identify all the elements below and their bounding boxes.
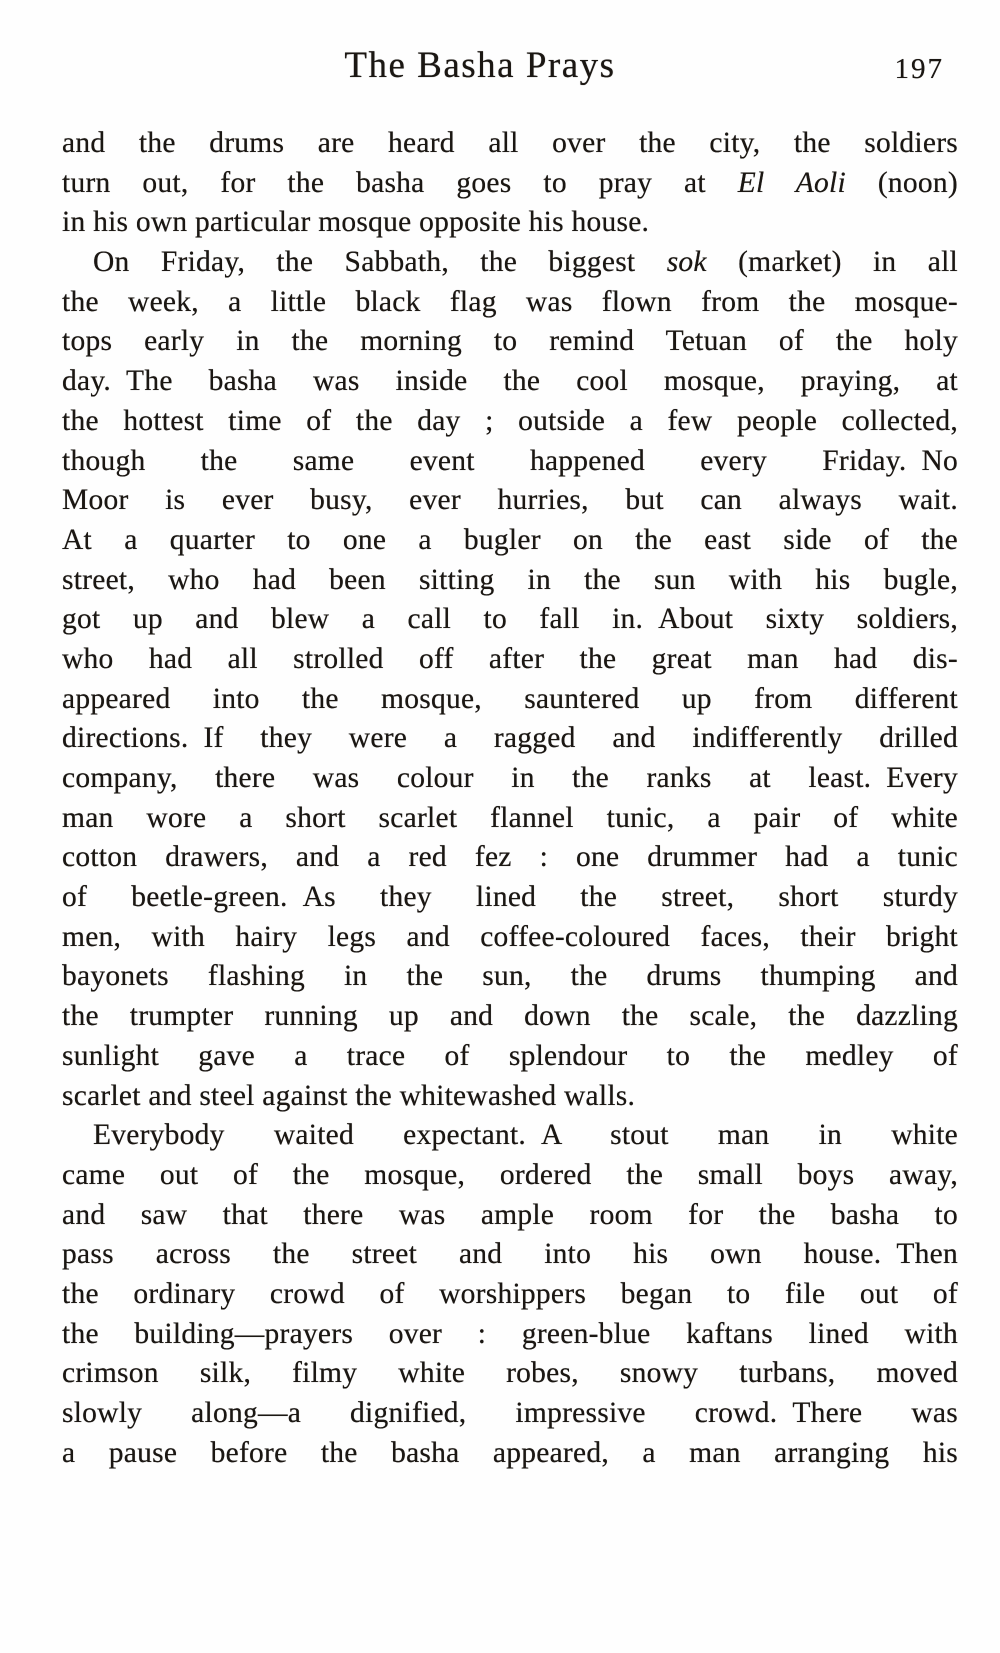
chapter-title: The Basha Prays bbox=[344, 45, 616, 86]
running-header bbox=[62, 44, 958, 92]
text-line bbox=[62, 997, 958, 1037]
text-run: scarlet and steel against the whitewashed walls. bbox=[62, 1079, 636, 1112]
text-run: got up and blew a call to fall in. About sixty soldiers, bbox=[62, 603, 958, 636]
text-run: On Friday, the Sabbath, the biggest bbox=[93, 246, 667, 279]
text-line bbox=[62, 402, 958, 442]
text-line bbox=[62, 759, 958, 799]
text-run: the trumpter running up and down the scale, the dazzling bbox=[62, 1000, 958, 1033]
text-run: and the drums are heard all over the city, the soldiers bbox=[62, 127, 958, 159]
text-line bbox=[62, 243, 958, 283]
text-run: the ordinary crowd of worshippers began to file out of bbox=[62, 1277, 958, 1310]
text-run: tops early in the morning to remind Tetuan of the holy bbox=[62, 325, 958, 358]
text-run: men, with hairy legs and coffee-coloured faces, their bright bbox=[62, 920, 958, 953]
text-line bbox=[62, 481, 958, 521]
text-run: (noon) bbox=[845, 166, 958, 199]
text-run: Everybody waited expectant. A stout man in white bbox=[93, 1119, 958, 1152]
text-run: the week, a little black flag was flown from the mosque- bbox=[62, 285, 958, 318]
text-run: sunlight gave a trace of splendour to the medley of bbox=[62, 1039, 958, 1072]
text-run: slowly along—a dignified, impressive crowd. There was bbox=[62, 1397, 958, 1429]
page-body bbox=[62, 124, 958, 1473]
text-line bbox=[62, 1315, 958, 1355]
text-line bbox=[62, 322, 958, 362]
italic-text-run: sok bbox=[666, 246, 707, 279]
text-line bbox=[62, 600, 958, 640]
text-run: street, who had been sitting in the sun with his bugle, bbox=[62, 563, 958, 596]
text-line bbox=[62, 1235, 958, 1275]
text-line bbox=[62, 719, 958, 759]
text-run: directions. If they were a ragged and indifferently drilled bbox=[62, 722, 958, 755]
text-line bbox=[62, 1156, 958, 1196]
text-run: the hottest time of the day ; outside a few people collected, bbox=[62, 404, 958, 437]
text-run: of beetle-green. As they lined the street, short sturdy bbox=[62, 881, 958, 914]
text-line bbox=[62, 561, 958, 601]
text-run: a pause before the basha appeared, a man arranging his bbox=[62, 1436, 958, 1469]
text-line bbox=[62, 640, 958, 680]
text-line bbox=[62, 521, 958, 561]
italic-text-run: El Aoli bbox=[737, 166, 846, 199]
page-number: 197 bbox=[894, 53, 944, 85]
text-line bbox=[62, 442, 958, 482]
text-run: appeared into the mosque, sauntered up from different bbox=[62, 682, 958, 715]
text-line bbox=[62, 1354, 958, 1394]
text-run: and saw that there was ample room for the basha to bbox=[62, 1198, 958, 1231]
text-line bbox=[62, 1394, 958, 1434]
text-line bbox=[62, 918, 958, 958]
text-run: (market) in all bbox=[706, 246, 958, 279]
text-line bbox=[62, 1116, 958, 1156]
text-run: man wore a short scarlet flannel tunic, a pair of white bbox=[62, 801, 958, 834]
text-line bbox=[62, 124, 958, 164]
text-run: in his own particular mosque opposite his house. bbox=[62, 206, 650, 239]
text-line bbox=[62, 957, 958, 997]
text-run: turn out, for the basha goes to pray at bbox=[62, 166, 738, 199]
text-line bbox=[62, 878, 958, 918]
text-run: crimson silk, filmy white robes, snowy turbans, moved bbox=[62, 1357, 958, 1390]
text-run: At a quarter to one a bugler on the east side of the bbox=[62, 523, 958, 556]
text-line bbox=[62, 838, 958, 878]
text-run: the building—prayers over : green-blue kaftans lined with bbox=[62, 1317, 958, 1350]
text-run: came out of the mosque, ordered the small boys away, bbox=[62, 1158, 958, 1191]
text-run: bayonets flashing in the sun, the drums thumping and bbox=[62, 960, 958, 993]
text-run: company, there was colour in the ranks at least. Every bbox=[62, 762, 958, 794]
text-line bbox=[62, 680, 958, 720]
text-line bbox=[62, 1434, 958, 1474]
text-line bbox=[62, 203, 958, 243]
text-line bbox=[62, 1275, 958, 1315]
text-line bbox=[62, 1077, 958, 1117]
text-line bbox=[62, 1196, 958, 1236]
text-run: cotton drawers, and a red fez : one drummer had a tunic bbox=[62, 841, 958, 874]
text-line bbox=[62, 799, 958, 839]
text-line bbox=[62, 164, 958, 204]
text-line bbox=[62, 283, 958, 323]
text-run: Moor is ever busy, ever hurries, but can always wait. bbox=[62, 484, 958, 517]
text-run: though the same event happened every Friday. No bbox=[62, 444, 958, 477]
text-line bbox=[62, 1037, 958, 1077]
text-run: day. The basha was inside the cool mosque, praying, at bbox=[62, 365, 958, 398]
text-run: pass across the street and into his own house. Then bbox=[62, 1238, 958, 1271]
text-line bbox=[62, 362, 958, 402]
text-run: who had all strolled off after the great man had dis- bbox=[62, 642, 958, 675]
